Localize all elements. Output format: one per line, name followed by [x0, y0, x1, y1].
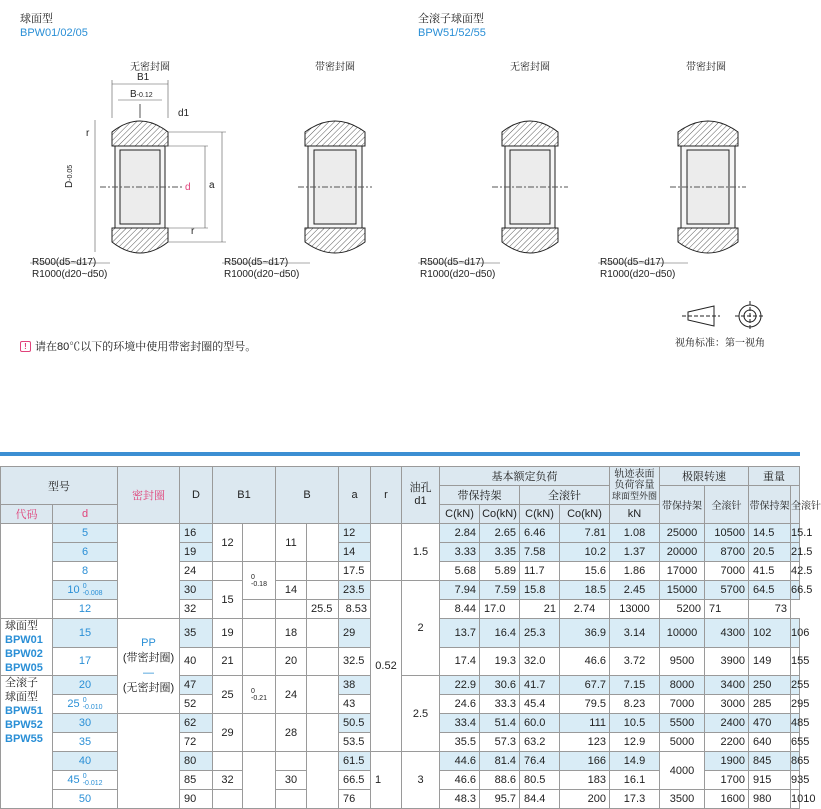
- weight-full-value: 66.5: [791, 581, 800, 600]
- C-full-value: 41.7: [520, 676, 560, 695]
- d-value: 15: [53, 619, 118, 648]
- C-full-value: 76.4: [520, 752, 560, 771]
- d-value: 35: [53, 733, 118, 752]
- Co-cage-value: 5.89: [480, 562, 520, 581]
- weight-full-value: 1010: [791, 790, 800, 809]
- weight-cage-value: 64.5: [749, 581, 791, 600]
- a-value: 25.5: [307, 600, 339, 619]
- Co-full-value: 7.81: [560, 524, 610, 543]
- d-value: 30: [53, 714, 118, 733]
- hdr-d: d: [53, 505, 118, 524]
- bearing-drawing-3: [418, 121, 568, 263]
- speed-full-value: 3900: [705, 647, 749, 676]
- speed-full-value: 2200: [705, 733, 749, 752]
- C-cage-value: 17.4: [440, 647, 480, 676]
- track-load-value: 10.5: [610, 714, 660, 733]
- dim-a-label: a: [209, 180, 215, 191]
- Co-full-value: 111: [560, 714, 610, 733]
- B-value: 11: [276, 524, 307, 562]
- C-cage-value: 48.3: [440, 790, 480, 809]
- D-value: 85: [180, 771, 213, 790]
- track-load-value: 1.37: [610, 543, 660, 562]
- weight-cage-value: 149: [749, 647, 791, 676]
- D-value: 40: [180, 647, 213, 676]
- hdr-code: 代码: [1, 505, 53, 524]
- Co-cage-value: 81.4: [480, 752, 520, 771]
- speed-full-value: 4300: [705, 619, 749, 648]
- Co-full-value: 123: [560, 733, 610, 752]
- hdr-weight: 重量: [749, 467, 800, 486]
- track-load-value: 16.1: [610, 771, 660, 790]
- D-value: 16: [180, 524, 213, 543]
- hdr-C2: C(kN): [520, 505, 560, 524]
- speed-cage-value: 5000: [660, 733, 705, 752]
- spec-table: [0, 466, 821, 809]
- D-value: 32: [180, 600, 213, 619]
- hdr-seal: 密封圈: [118, 467, 180, 524]
- D-value: 19: [180, 543, 213, 562]
- track-load-value: 14.9: [610, 752, 660, 771]
- B1-tol: 0 -0.21: [243, 676, 276, 714]
- weight-full-value: 935: [791, 771, 800, 790]
- a-value: 61.5: [339, 752, 371, 771]
- a-value: 23.5: [339, 581, 371, 600]
- B-value: 24: [276, 676, 307, 714]
- hdr-with-cage-speed: 带保持架: [660, 486, 705, 524]
- Co-full-value: 200: [560, 790, 610, 809]
- Co-full-value: 79.5: [560, 695, 610, 714]
- D-value: 90: [180, 790, 213, 809]
- hdr-Co2: Co(kN): [560, 505, 610, 524]
- Co-full-value: 67.7: [560, 676, 610, 695]
- Co-full-value: 21: [520, 600, 560, 619]
- weight-full-value: 73: [749, 600, 791, 619]
- C-full-value: 7.58: [520, 543, 560, 562]
- oil-hole-value: 1.5: [402, 524, 440, 581]
- track-load-value: 8.23: [610, 695, 660, 714]
- C-full-value: 25.3: [520, 619, 560, 648]
- warning-icon: !: [20, 341, 31, 352]
- speed-full-value: 1900: [705, 752, 749, 771]
- right-section-name: 全滚子球面型: [418, 13, 484, 25]
- hdr-model: 型号: [1, 467, 118, 505]
- bearing-drawing-4: [598, 121, 746, 263]
- oil-hole-value: 2.5: [402, 676, 440, 752]
- table-cell: [276, 600, 307, 619]
- speed-full-value: 7000: [705, 562, 749, 581]
- Co-cage-value: 2.65: [480, 524, 520, 543]
- D-value: 80: [180, 752, 213, 771]
- dim-D-label: D-0.05: [64, 164, 75, 188]
- table-cell: [213, 562, 243, 581]
- Co-cage-value: 16.4: [480, 619, 520, 648]
- hdr-with-cage-weight: 带保持架: [749, 486, 791, 524]
- table-cell: [307, 752, 339, 809]
- dim-d-label: d: [185, 182, 191, 193]
- speed-full-value: 1600: [705, 790, 749, 809]
- weight-full-value: 655: [791, 733, 800, 752]
- bearing-drawings: [0, 60, 800, 360]
- a-value: 50.5: [339, 714, 371, 733]
- fig-label-no-seal-1: 无密封圈: [130, 62, 170, 73]
- table-cell: [213, 790, 243, 809]
- Co-cage-value: 30.6: [480, 676, 520, 695]
- table-top-bar: [0, 452, 800, 456]
- fig-label-no-seal-2: 无密封圈: [510, 62, 550, 73]
- dim-b-label: B-0.12: [130, 89, 153, 100]
- B1-value: 12: [213, 524, 243, 562]
- weight-full-value: 21.5: [791, 543, 800, 562]
- B-value: 20: [276, 647, 307, 676]
- B-value: 30: [276, 771, 307, 790]
- C-cage-value: 22.9: [440, 676, 480, 695]
- hdr-Co1: Co(kN): [480, 505, 520, 524]
- left-section-name: 球面型: [20, 13, 53, 25]
- weight-full-value: 255: [791, 676, 800, 695]
- D-value: 24: [180, 562, 213, 581]
- table-cell: [307, 647, 339, 676]
- d-value: 6: [53, 543, 118, 562]
- table-cell: [307, 714, 339, 752]
- d-value: 40: [53, 752, 118, 771]
- right-section-title: [418, 12, 486, 40]
- D-value: 30: [180, 581, 213, 600]
- track-load-value: 7.15: [610, 676, 660, 695]
- Co-cage-value: 95.7: [480, 790, 520, 809]
- weight-full-value: 155: [791, 647, 800, 676]
- Co-cage-value: 51.4: [480, 714, 520, 733]
- a-value: 32.5: [339, 647, 371, 676]
- weight-full-value: 15.1: [791, 524, 800, 543]
- table-cell: [371, 524, 402, 581]
- weight-full-value: 295: [791, 695, 800, 714]
- weight-cage-value: 915: [749, 771, 791, 790]
- table-cell: [213, 752, 243, 771]
- seal-cell-blank: [118, 524, 180, 619]
- table-cell: [243, 752, 276, 809]
- track-load-value: 17.3: [610, 790, 660, 809]
- type-cell-full: 全滚子 球面型 BPW51 BPW52 BPW55: [1, 676, 53, 809]
- weight-cage-value: 250: [749, 676, 791, 695]
- hdr-speed: 极限转速: [660, 467, 749, 486]
- table-cell: [307, 581, 339, 600]
- Co-full-value: 46.6: [560, 647, 610, 676]
- D-value: 47: [180, 676, 213, 695]
- a-value: 66.5: [339, 771, 371, 790]
- B1-value: 32: [213, 771, 243, 790]
- B1-value: 25: [213, 676, 243, 714]
- d-value: 25 0 -0.010: [53, 695, 118, 714]
- B-value: 18: [276, 619, 307, 648]
- radius-labels-4: R500(d5~d17) R1000(d20~d50): [600, 257, 676, 280]
- r-value: 1: [371, 752, 402, 809]
- table-cell: [307, 676, 339, 714]
- Co-cage-value: 19.3: [480, 647, 520, 676]
- hdr-r: r: [371, 467, 402, 524]
- C-full-value: 11.7: [520, 562, 560, 581]
- d-value: 17: [53, 647, 118, 676]
- seal-cell-blank-2: [118, 714, 180, 809]
- speed-cage-value: 13000: [610, 600, 660, 619]
- C-full-value: 32.0: [520, 647, 560, 676]
- dim-b1-label: B1: [137, 72, 150, 83]
- a-value: 12: [339, 524, 371, 543]
- weight-cage-value: 285: [749, 695, 791, 714]
- fig-label-with-seal-2: 带密封圈: [686, 62, 726, 73]
- speed-cage-value: 7000: [660, 695, 705, 714]
- weight-cage-value: 41.5: [749, 562, 791, 581]
- usage-note-text: 请在80℃以下的环境中使用带密封圈的型号。: [35, 341, 257, 353]
- hdr-kN: kN: [610, 505, 660, 524]
- Co-full-value: 183: [560, 771, 610, 790]
- hdr-a: a: [339, 467, 371, 524]
- weight-cage-value: 20.5: [749, 543, 791, 562]
- B-value: 14: [276, 581, 307, 600]
- table-cell: [276, 562, 307, 581]
- hdr-full-needle-weight: 全滚针: [791, 486, 800, 524]
- weight-cage-value: 102: [749, 619, 791, 648]
- speed-cage-value: 3500: [660, 790, 705, 809]
- radius-labels-3: R500(d5~d17) R1000(d20~d50): [420, 257, 496, 280]
- speed-full-value: 5700: [705, 581, 749, 600]
- speed-cage-value: 9500: [660, 647, 705, 676]
- track-load-value: 3.14: [610, 619, 660, 648]
- Co-full-value: 36.9: [560, 619, 610, 648]
- left-section-title: [20, 12, 88, 40]
- C-full-value: 80.5: [520, 771, 560, 790]
- a-value: 38: [339, 676, 371, 695]
- speed-cage-value: 20000: [660, 543, 705, 562]
- B-value: 28: [276, 714, 307, 752]
- left-section-code: BPW01/02/05: [20, 27, 88, 39]
- speed-full-value: 1700: [705, 771, 749, 790]
- speed-cage-value: 25000: [660, 524, 705, 543]
- C-cage-value: 35.5: [440, 733, 480, 752]
- d-value: 12: [53, 600, 118, 619]
- C-full-value: 17.0: [480, 600, 520, 619]
- d-value: 20: [53, 676, 118, 695]
- bearing-drawing-2: [222, 121, 372, 263]
- dim-r-label-2: r: [191, 226, 195, 237]
- d-value: 45 0 -0.012: [53, 771, 118, 790]
- track-load-value: 2.45: [610, 581, 660, 600]
- speed-full-value: 5200: [660, 600, 705, 619]
- view-symbol-icon: [682, 301, 765, 331]
- weight-full-value: 106: [791, 619, 800, 648]
- weight-full-value: 485: [791, 714, 800, 733]
- d-value: 5: [53, 524, 118, 543]
- hdr-full-needle-speed: 全滚针: [705, 486, 749, 524]
- C-cage-value: 13.7: [440, 619, 480, 648]
- D-value: 52: [180, 695, 213, 714]
- speed-cage-value: 8000: [660, 676, 705, 695]
- Co-full-value: 18.5: [560, 581, 610, 600]
- C-cage-value: 44.6: [440, 752, 480, 771]
- hdr-with-cage-load: 带保持架: [440, 486, 520, 505]
- dim-r-label-1: r: [86, 128, 90, 139]
- C-cage-value: 2.84: [440, 524, 480, 543]
- a-value: 53.5: [339, 733, 371, 752]
- usage-note: [20, 338, 256, 354]
- weight-cage-value: 71: [705, 600, 749, 619]
- table-cell: [307, 562, 339, 581]
- fig-label-with-seal-1: 带密封圈: [315, 62, 355, 73]
- track-load-value: 1.08: [610, 524, 660, 543]
- weight-cage-value: 470: [749, 714, 791, 733]
- speed-cage-value: 17000: [660, 562, 705, 581]
- C-full-value: 63.2: [520, 733, 560, 752]
- speed-cage-value: 5500: [660, 714, 705, 733]
- track-load-value: 1.86: [610, 562, 660, 581]
- Co-full-value: 15.6: [560, 562, 610, 581]
- table-cell: [276, 790, 307, 809]
- speed-full-value: 3000: [705, 695, 749, 714]
- d-value: 8: [53, 562, 118, 581]
- speed-full-value: 10500: [705, 524, 749, 543]
- C-cage-value: 46.6: [440, 771, 480, 790]
- Co-cage-value: 3.35: [480, 543, 520, 562]
- hdr-B1: B1: [213, 467, 276, 524]
- a-value: 17.5: [339, 562, 371, 581]
- C-cage-value: 33.4: [440, 714, 480, 733]
- oil-hole-value: 2: [402, 581, 440, 676]
- speed-full-value: 3400: [705, 676, 749, 695]
- seal-options-cell: PP (带密封圈) — (无密封圈): [118, 619, 180, 714]
- a-value: 14: [339, 543, 371, 562]
- C-cage-value: 7.94: [440, 581, 480, 600]
- radius-labels-2: R500(d5~d17) R1000(d20~d50): [224, 257, 300, 280]
- oil-hole-value: 3: [402, 752, 440, 809]
- C-cage-value: 24.6: [440, 695, 480, 714]
- weight-full-value: 42.5: [791, 562, 800, 581]
- Co-cage-value: 88.6: [480, 771, 520, 790]
- Co-cage-value: 57.3: [480, 733, 520, 752]
- table-cell: [243, 600, 276, 619]
- hdr-B: B: [276, 467, 339, 524]
- weight-cage-value: 640: [749, 733, 791, 752]
- B1-value: 15: [213, 581, 243, 619]
- hdr-rated-load: 基本额定负荷: [440, 467, 610, 486]
- hdr-D: D: [180, 467, 213, 524]
- B1-value: 21: [213, 647, 243, 676]
- hdr-oil-hole: 油孔 d1: [402, 467, 440, 524]
- speed-full-value: 2400: [705, 714, 749, 733]
- table-cell: [243, 524, 276, 562]
- speed-cage-value: 10000: [660, 619, 705, 648]
- dim-d1-label: d1: [178, 108, 190, 119]
- D-value: 62: [180, 714, 213, 733]
- a-value: 76: [339, 790, 371, 809]
- radius-labels-1: R500(d5~d17) R1000(d20~d50): [32, 257, 108, 280]
- C-full-value: 60.0: [520, 714, 560, 733]
- speed-full-value: 8700: [705, 543, 749, 562]
- track-load-value: 2.74: [560, 600, 610, 619]
- speed-cage-value: 15000: [660, 581, 705, 600]
- D-value: 72: [180, 733, 213, 752]
- table-cell: [243, 714, 276, 752]
- B1-tol: 0 -0.18: [243, 562, 276, 600]
- type-cell-blank-1: [1, 524, 53, 619]
- d-value: 50: [53, 790, 118, 809]
- view-standard-label: 视角标准：第一视角: [675, 338, 765, 349]
- table-cell: [276, 752, 307, 771]
- weight-cage-value: 980: [749, 790, 791, 809]
- Co-cage-value: 8.44: [440, 600, 480, 619]
- B1-value: 19: [213, 619, 243, 648]
- weight-cage-value: 845: [749, 752, 791, 771]
- hdr-track-load: 轨迹表面负荷容量 球面型外圈: [610, 467, 660, 505]
- hdr-full-needle-load: 全滚针: [520, 486, 610, 505]
- track-load-value: 12.9: [610, 733, 660, 752]
- table-cell: [243, 619, 276, 648]
- table-row: [1, 524, 800, 543]
- C-cage-value: 5.68: [440, 562, 480, 581]
- Co-cage-value: 33.3: [480, 695, 520, 714]
- Co-full-value: 10.2: [560, 543, 610, 562]
- table-cell: [243, 647, 276, 676]
- right-section-code: BPW51/52/55: [418, 27, 486, 39]
- r-value: 0.52: [371, 581, 402, 752]
- C-full-value: 45.4: [520, 695, 560, 714]
- a-value: 43: [339, 695, 371, 714]
- a-value: 29: [339, 619, 371, 648]
- table-cell: [307, 619, 339, 648]
- C-cage-value: 3.33: [440, 543, 480, 562]
- C-full-value: 15.8: [520, 581, 560, 600]
- table-cell: [307, 524, 339, 562]
- weight-cage-value: 14.5: [749, 524, 791, 543]
- speed-cage-value: 4000: [660, 752, 705, 790]
- Co-full-value: 166: [560, 752, 610, 771]
- C-full-value: 84.4: [520, 790, 560, 809]
- C-full-value: 6.46: [520, 524, 560, 543]
- type-cell-ball: 球面型 BPW01 BPW02 BPW05: [1, 619, 53, 676]
- C-cage-value: 8.53: [339, 600, 371, 619]
- track-load-value: 3.72: [610, 647, 660, 676]
- weight-full-value: 865: [791, 752, 800, 771]
- D-value: 35: [180, 619, 213, 648]
- Co-cage-value: 7.59: [480, 581, 520, 600]
- d-value: 10 0 -0.008: [53, 581, 118, 600]
- bearing-drawing-1: [30, 80, 226, 263]
- B1-value: 29: [213, 714, 243, 752]
- hdr-C1: C(kN): [440, 505, 480, 524]
